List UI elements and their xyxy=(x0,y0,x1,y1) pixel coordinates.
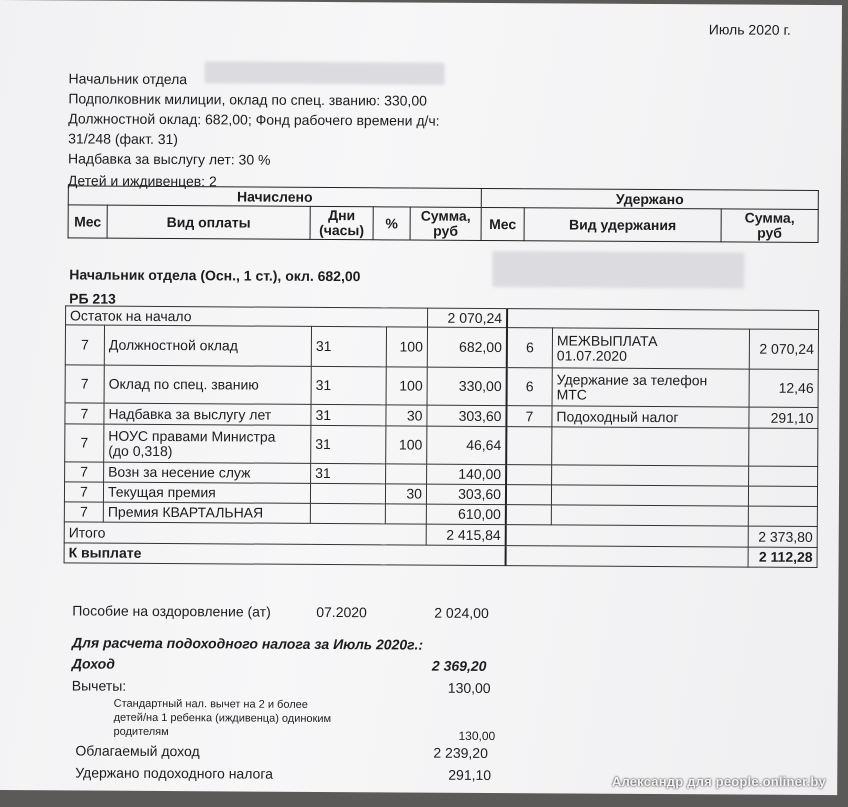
redacted-name xyxy=(204,61,444,84)
table-row: 7 Оклад по спец. званию 31 100 330,00 6 Удержание за телефон МТС 12,46 xyxy=(65,365,818,408)
header-line-4: 31/248 (факт. 31) xyxy=(68,130,179,148)
accrued-heading: Начислено xyxy=(68,186,481,208)
col-pay-type: Вид оплаты xyxy=(107,205,310,239)
table-row: 7 Возн за несение служ 31 140,00 xyxy=(65,462,818,487)
table-row: 7 Надбавка за выслугу лет 31 30 303,60 7 Подоходный налог 291,10 xyxy=(65,403,818,429)
payroll-table xyxy=(64,305,820,568)
table-row: 7 НОУС правами Министра (до 0,318) 31 100 46,64 xyxy=(65,424,818,467)
taxable-income-value: 2 239,20 xyxy=(433,744,488,761)
col-month: Мес xyxy=(68,205,107,238)
column-header-table xyxy=(68,185,819,243)
payout-value: 2 112,28 xyxy=(748,547,817,567)
watermark: Александр для people.onliner.by xyxy=(611,774,826,789)
table-row: 7 Должностной оклад 31 100 682,00 6 МЕЖВЫПЛАТА 01.07.2020 2 070,24 xyxy=(65,325,818,370)
header-line-3: Должностной оклад: 682,00; Фонд рабочего времени д/ч: xyxy=(68,110,440,129)
withheld-heading: Удержано xyxy=(481,188,818,209)
header-line-1: Начальник отдела xyxy=(68,70,188,88)
tax-income-value: 2 369,20 xyxy=(431,657,487,674)
col-percent: % xyxy=(373,207,410,240)
table-row: 7 Текущая премия 30 303,60 xyxy=(64,482,817,507)
taxable-income-label: Облагаемый доход xyxy=(75,742,200,760)
total-accrued: 2 415,84 xyxy=(426,524,506,545)
std-deduction-line-2: детей/на 1 ребенка (иждивенца) одиноким xyxy=(113,711,332,726)
payslip-date: Июль 2020 г. xyxy=(708,21,791,38)
position-line: Начальник отдела (Осн., 1 ст.), окл. 682,00 xyxy=(69,266,361,285)
std-deduction-line-3: родителям xyxy=(113,725,169,739)
payout-label: К выплате xyxy=(64,543,506,566)
tax-withheld-value: 291,10 xyxy=(448,766,492,784)
col-month-2: Мес xyxy=(481,207,524,240)
header-line-2: Подполковник милиции, оклад по спец. званию: 330,00 xyxy=(68,90,427,109)
std-deduction-value: 130,00 xyxy=(458,728,496,744)
col-amount-2: Сумма, руб xyxy=(721,209,818,243)
total-withheld: 2 373,80 xyxy=(748,526,817,547)
tax-deductions-label: Вычеты: xyxy=(71,677,127,694)
header-line-5: Надбавка за выслугу лет: 30 % xyxy=(67,150,271,168)
col-days: Дни (часы) xyxy=(310,206,373,239)
rb-code: РБ 213 xyxy=(69,290,116,307)
benefit-value: 2 024,00 xyxy=(434,604,489,621)
std-deduction-line-1: Стандартный нал. вычет на 2 и более xyxy=(113,697,308,711)
tax-deductions-value: 130,00 xyxy=(447,679,491,697)
col-amount: Сумма, руб xyxy=(410,207,481,240)
table-row: 7 Премия КВАРТАЛЬНАЯ 610,00 xyxy=(64,502,817,527)
benefit-period: 07.2020 xyxy=(316,603,367,621)
benefit-label: Пособие на оздоровление (ат) xyxy=(72,602,271,620)
tax-withheld-label: Удержано подоходного налога xyxy=(75,764,273,782)
tax-income-label: Доход xyxy=(71,655,115,672)
header-line-6: Детей и иждивенцев: 2 xyxy=(67,172,217,190)
redacted-block xyxy=(492,251,744,289)
total-label: Итого xyxy=(64,522,426,545)
payout-row xyxy=(64,543,817,568)
tax-heading: Для расчета подоходного налога за Июль 2020г.: xyxy=(72,634,424,653)
opening-balance-label: Остаток на начало xyxy=(66,306,428,327)
opening-balance-value: 2 070,24 xyxy=(428,308,508,327)
col-deduction-type: Вид удержания xyxy=(524,208,721,242)
